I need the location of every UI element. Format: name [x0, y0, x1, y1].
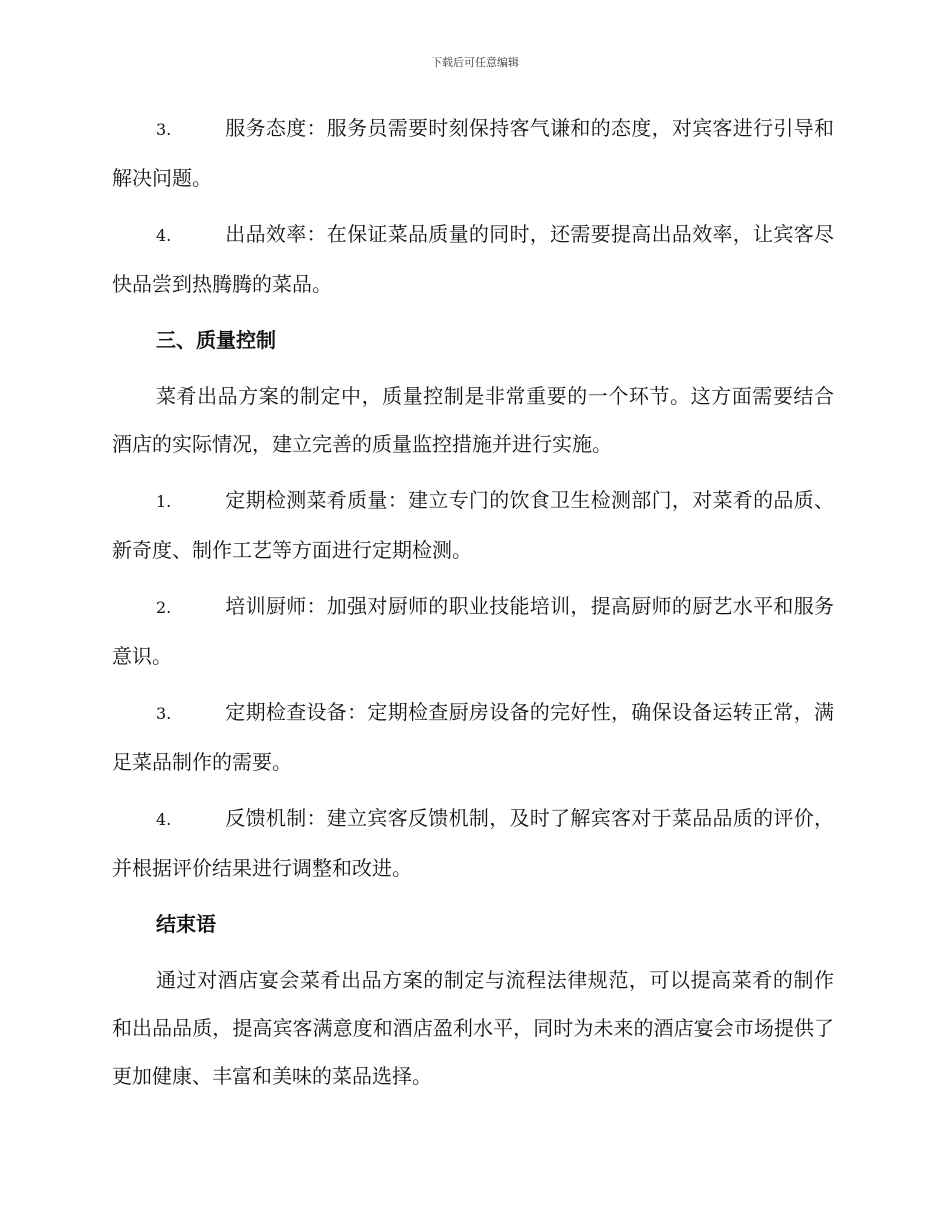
conclusion-paragraph: 通过对酒店宴会菜肴出品方案的制定与流程法律规范，可以提高菜肴的制作和出品品质，提高宾客满意度和酒店盈利水平，同时为未来的酒店宴会市场提供了更加健康、丰富和美味的菜品选择。	[112, 968, 834, 1088]
list-item	[112, 582, 834, 680]
list-number: 3.	[156, 704, 172, 723]
list-text: 反馈机制：建立宾客反馈机制，及时了解宾客对于菜品品质的评价，并根据评价结果进行调整和改进。	[112, 806, 834, 880]
document-body	[112, 104, 834, 1108]
section-heading-quality-control: 三、质量控制	[156, 328, 276, 352]
list-text: 定期检查设备：定期检查厨房设备的完好性，确保设备运转正常，满足菜品制作的需要。	[112, 700, 834, 774]
list-text: 出品效率：在保证菜品质量的同时，还需要提高出品效率，让宾客尽快品尝到热腾腾的菜品。	[112, 222, 834, 296]
list-number: 4.	[156, 226, 172, 245]
section-intro-paragraph: 菜肴出品方案的制定中，质量控制是非常重要的一个环节。这方面需要结合酒店的实际情况，建立完善的质量监控措施并进行实施。	[112, 384, 834, 456]
list-item	[112, 688, 834, 786]
list-number: 2.	[156, 598, 172, 617]
page-header-note: 下载后可任意编辑	[431, 56, 519, 69]
list-number: 4.	[156, 810, 172, 829]
list-item	[112, 210, 834, 308]
list-number: 1.	[156, 492, 172, 511]
list-item	[112, 794, 834, 892]
list-number: 3.	[156, 120, 172, 139]
list-item	[112, 104, 834, 202]
list-item	[112, 476, 834, 574]
list-text: 服务态度：服务员需要时刻保持客气谦和的态度，对宾客进行引导和解决问题。	[112, 116, 834, 190]
section-heading-conclusion: 结束语	[156, 912, 216, 936]
list-text: 培训厨师：加强对厨师的职业技能培训，提高厨师的厨艺水平和服务意识。	[112, 594, 834, 668]
list-text: 定期检测菜肴质量：建立专门的饮食卫生检测部门，对菜肴的品质、新奇度、制作工艺等方面进行定期检测。	[112, 488, 834, 562]
